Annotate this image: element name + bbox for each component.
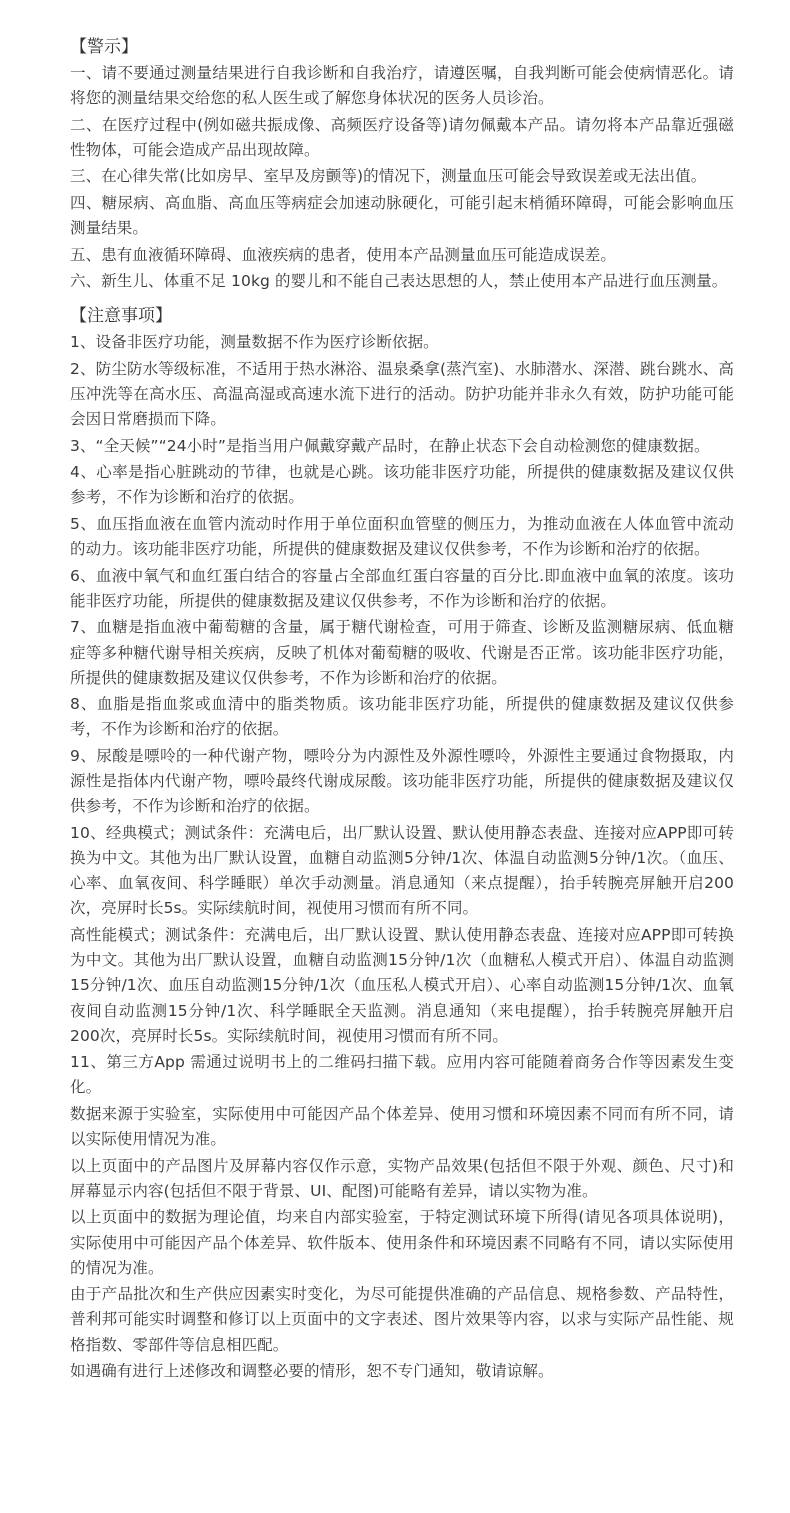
warning-item: 三、在心律失常(比如房早、室早及房颤等)的情况下，测量血压可能会导致误差或无法出值。 xyxy=(70,167,707,186)
notes-item: 8、血脂是指血浆或血清中的脂类物质。该功能非医疗功能，所提供的健康数据及建议仅供参考，不作为诊断和治疗的依据。 xyxy=(70,695,734,739)
notes-item: 11、第三方App 需通过说明书上的二维码扫描下载。应用内容可能随着商务合作等因素发生变化。 xyxy=(70,1053,734,1097)
warning-item: 六、新生儿、体重不足 10kg 的婴儿和不能自己表达思想的人，禁止使用本产品进行血压测量。 xyxy=(70,272,728,291)
notes-item: 高性能模式；测试条件：充满电后，出厂默认设置、默认使用静态表盘、连接对应APP即可转换为中文。其他为出厂默认设置，血糖自动监测15分钟/1次（血糖私人模式开启）、体温自动监测15分钟/1次、血压自动监测15分钟/1次（血压私人模式开启）、心率自动监测15分钟/1次、血氧夜间自动监测15分钟/1次、科学睡眠全天监测。消息通知（来电提醒），抬手转腕亮屏触开启200次，亮屏时长5s。实际续航时间，视使用习惯而有所不同。 xyxy=(70,925,734,1045)
warning-item: 二、在医疗过程中(例如磁共振成像、高频医疗设备等)请勿佩戴本产品。请勿将本产品靠近强磁性物体，可能会造成产品出现故障。 xyxy=(70,115,734,159)
notes-item: 数据来源于实验室，实际使用中可能因产品个体差异、使用习惯和环境因素不同而有所不同，请以实际使用情况为准。 xyxy=(70,1104,734,1149)
notes-item: 以上页面中的产品图片及屏幕内容仅作示意，实物产品效果(包括但不限于外观、颜色、尺寸)和屏幕显示内容(包括但不限于背景、UI、配图)可能略有差异，请以实物为准。 xyxy=(70,1156,734,1200)
warning-item: 五、患有血液循环障碍、血液疾病的患者，使用本产品测量血压可能造成误差。 xyxy=(70,245,617,264)
warning-heading: 【警示】 xyxy=(70,37,138,57)
notes-item: 3、“全天候”“24小时”是指当用户佩戴穿戴产品时，在静止状态下会自动检测您的健康数据。 xyxy=(70,436,710,455)
warning-item: 一、请不要通过测量结果进行自我诊断和自我治疗，请遵医嘱，自我判断可能会使病情恶化。请将您的测量结果交给您的私人医生或了解您身体状况的医务人员诊治。 xyxy=(70,64,734,108)
document-body xyxy=(70,34,734,1386)
notes-item: 5、血压指血液在血管内流动时作用于单位面积血管壁的侧压力，为推动血液在人体血管中流动的动力。该功能非医疗功能，所提供的健康数据及建议仅供参考，不作为诊断和治疗的依据。 xyxy=(70,514,734,559)
warning-item: 四、糖尿病、高血脂、高血压等病症会加速动脉硬化，可能引起末梢循环障碍，可能会影响血压测量结果。 xyxy=(70,193,734,238)
notes-section xyxy=(70,303,734,1384)
notes-item: 如遇确有进行上述修改和调整必要的情形，恕不专门通知，敬请谅解。 xyxy=(70,1362,554,1381)
notes-item: 6、血液中氧气和血红蛋白结合的容量占全部血红蛋白容量的百分比.即血液中血氧的浓度。该功能非医疗功能，所提供的健康数据及建议仅供参考，不作为诊断和治疗的依据。 xyxy=(70,566,734,610)
notes-item: 7、血糖是指血液中葡萄糖的含量，属于糖代谢检查，可用于筛查、诊断及监测糖尿病、低血糖症等多种糖代谢导相关疾病，反映了机体对葡萄糖的吸收、代谢是否正常。该功能非医疗功能，所提供的健康数据及建议仅供参考，不作为诊断和治疗的依据。 xyxy=(70,618,734,687)
notes-heading: 【注意事项】 xyxy=(70,306,172,327)
notes-item: 2、防尘防水等级标准，不适用于热水淋浴、温泉桑拿(蒸汽室)、水肺潜水、深潜、跳台跳水、高压冲洗等在高水压、高温高湿或高速水流下进行的活动。防护功能并非永久有效，防护功能可能会因日常磨损而下降。 xyxy=(70,359,734,429)
notes-item: 4、心率是指心脏跳动的节律，也就是心跳。该功能非医疗功能，所提供的健康数据及建议仅供参考，不作为诊断和治疗的依据。 xyxy=(70,463,734,507)
notes-item: 由于产品批次和生产供应因素实时变化，为尽可能提供准确的产品信息、规格参数、产品特性，普利邦可能实时调整和修订以上页面中的文字表述、图片效果等内容，以求与实际产品性能、规格指数、零部件等信息相匹配。 xyxy=(70,1285,734,1354)
notes-item: 1、设备非医疗功能，测量数据不作为医疗诊断依据。 xyxy=(70,333,439,352)
warning-section xyxy=(70,34,734,294)
notes-item: 以上页面中的数据为理论值，均来自内部实验室，于特定测试环境下所得(请见各项具体说明)，实际使用中可能因产品个体差异、软件版本、使用条件和环境因素不同略有不同，请以实际使用的情况为准。 xyxy=(70,1208,734,1277)
notes-item: 9、尿酸是嘌呤的一种代谢产物，嘌呤分为内源性及外源性嘌呤，外源性主要通过食物摄取，内源性是指体内代谢产物，嘌呤最终代谢成尿酸。该功能非医疗功能，所提供的健康数据及建议仅供参考，不作为诊断和治疗的依据。 xyxy=(70,746,734,816)
notes-item: 10、经典模式；测试条件：充满电后，出厂默认设置、默认使用静态表盘、连接对应APP即可转换为中文。其他为出厂默认设置，血糖自动监测5分钟/1次、体温自动监测5分钟/1次。（血压、心率、血氧夜间、科学睡眠）单次手动测量。消息通知（来点提醒），抬手转腕亮屏触开启200次，亮屏时长5s。实际续航时间，视使用习惯而有所不同。 xyxy=(70,823,734,918)
